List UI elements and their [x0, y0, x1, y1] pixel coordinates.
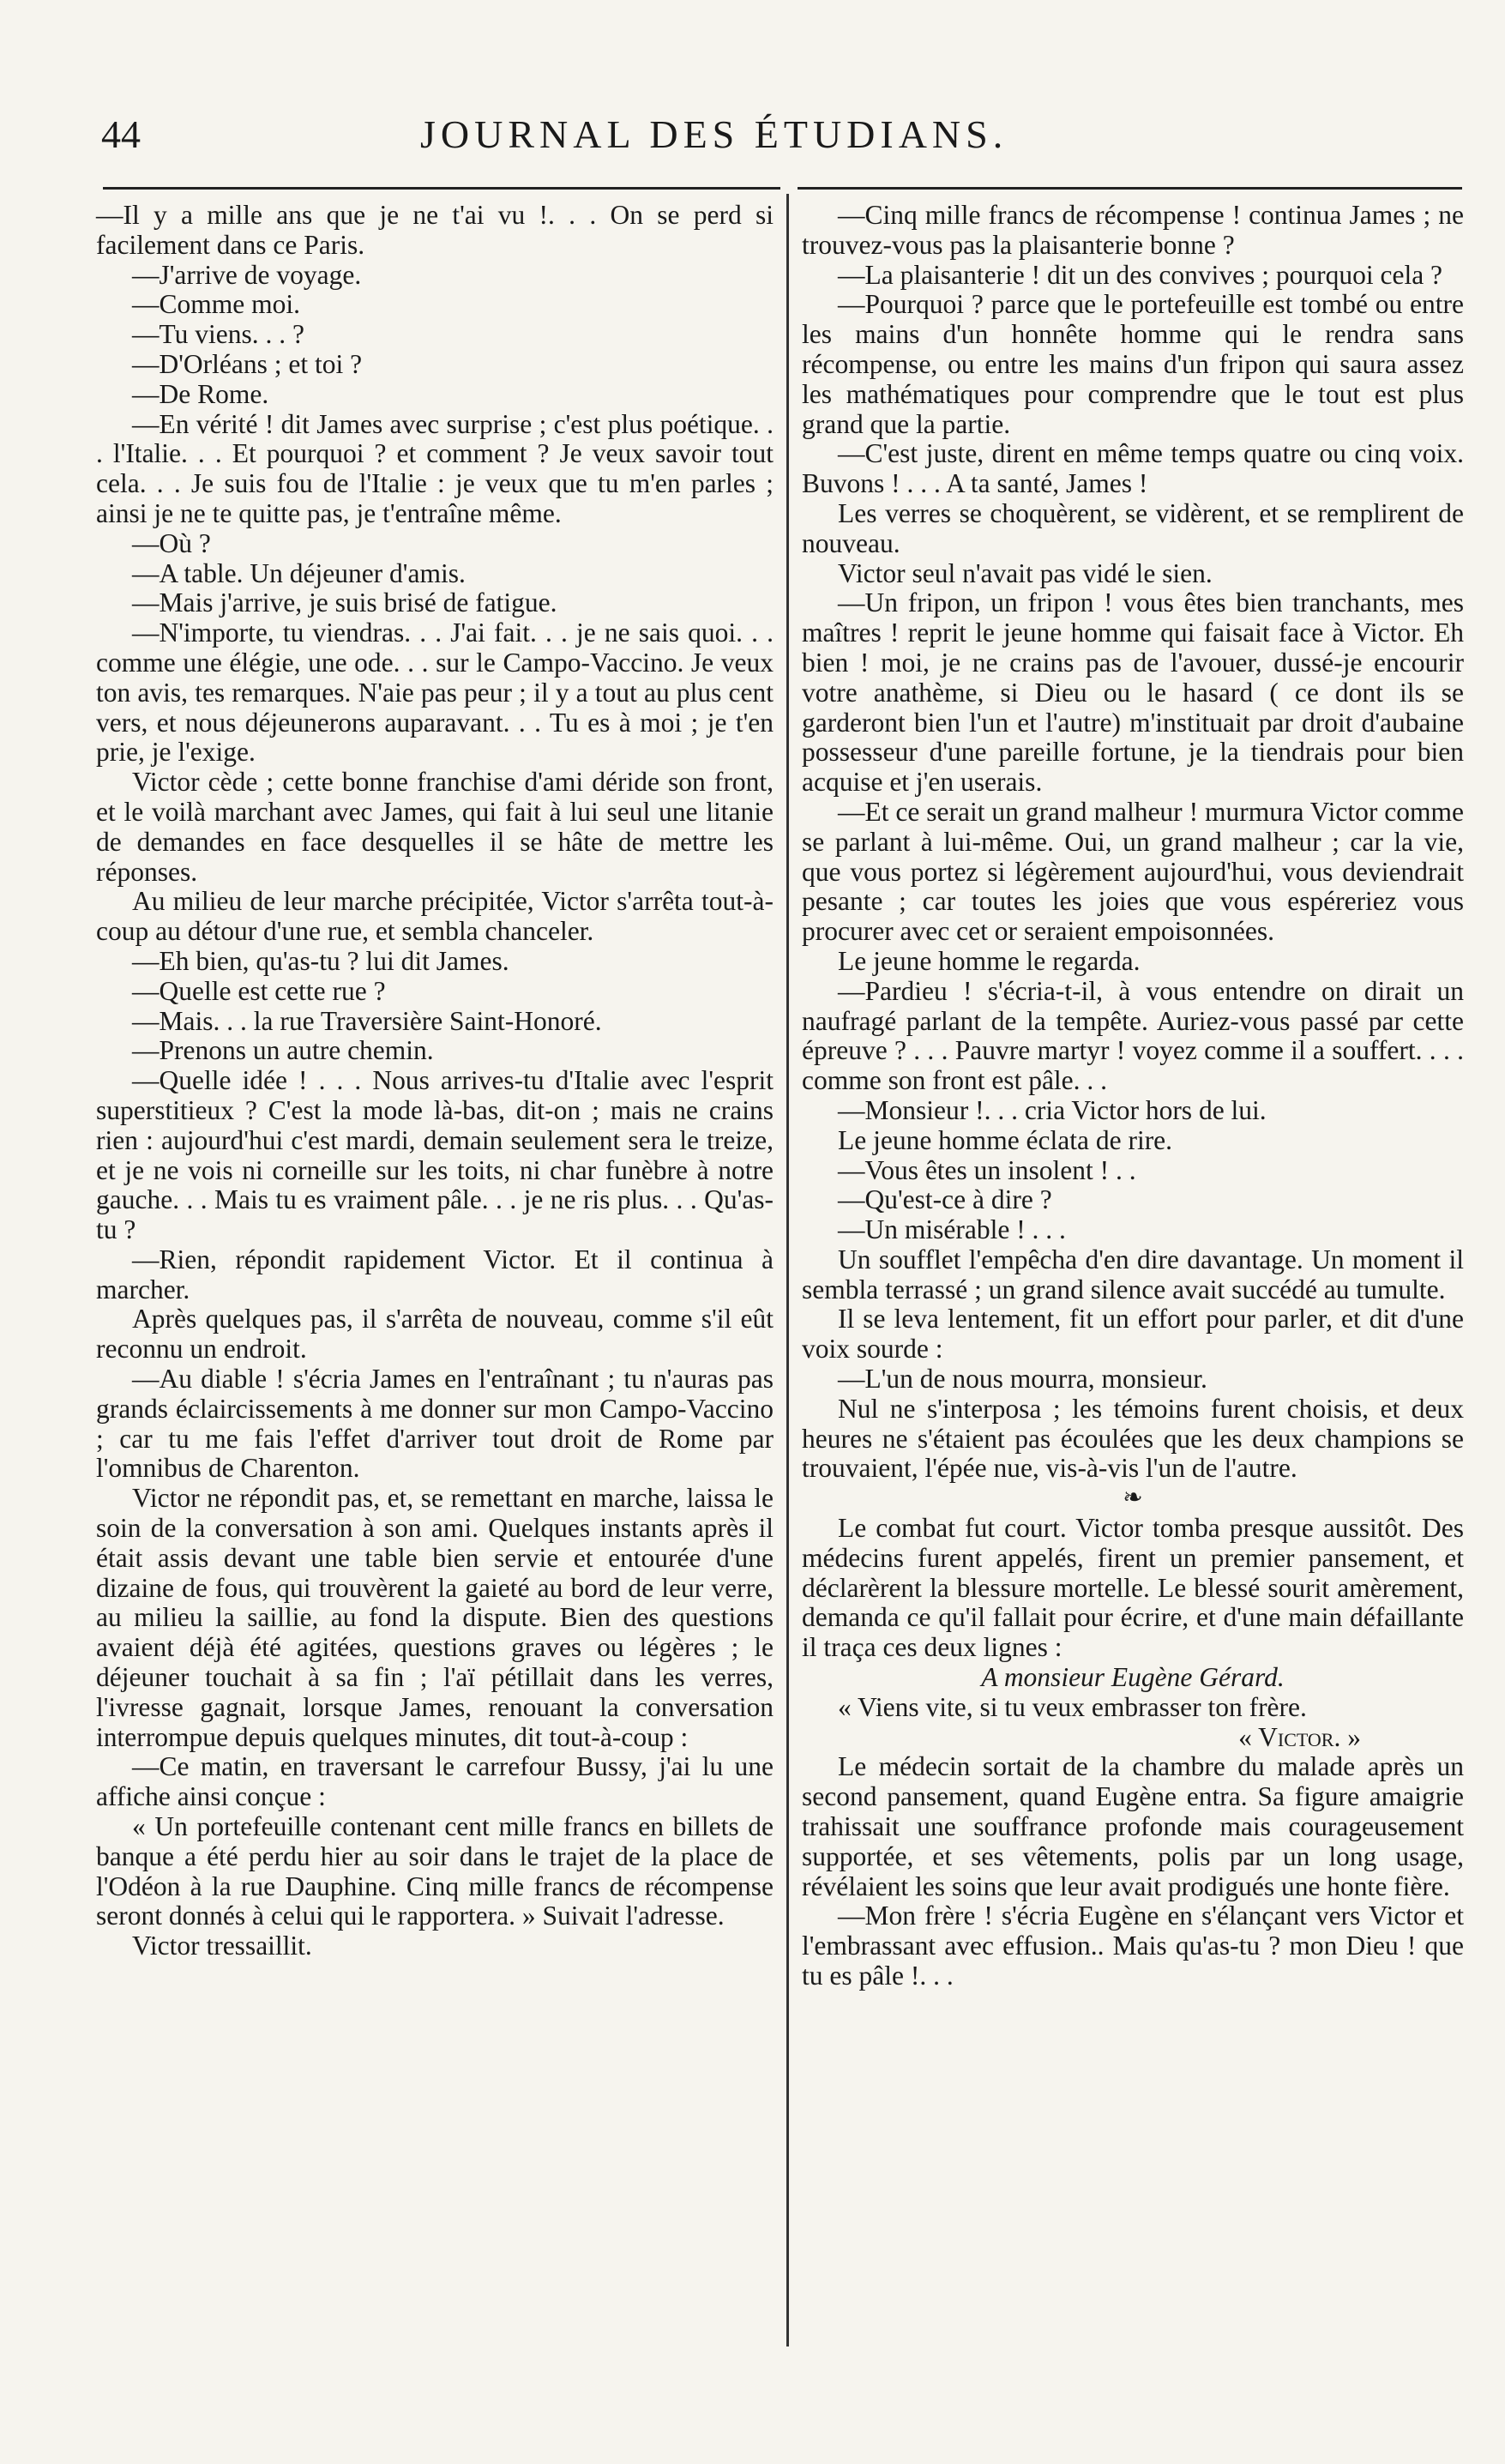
header-rule-left [103, 187, 780, 190]
paragraph: —N'importe, tu viendras. . . J'ai fait. . . je ne sais quoi. . . comme une élégie, une ode. . . sur le Campo-Vaccino. Je veux ton avis, tes remarques. N'aie pas peur ; il y a tout au plus cent vers, et nous déjeunerons auparavant. . . Tu es à moi ; je t'en prie, je l'exige. [96, 618, 774, 768]
paragraph: —Cinq mille francs de récompense ! continua James ; ne trouvez-vous pas la plaisanterie bonne ? [802, 200, 1464, 260]
column-divider [786, 194, 789, 2347]
left-column [96, 201, 774, 1961]
paragraph: Victor seul n'avait pas vidé le sien. [838, 557, 1213, 588]
paragraph: Le jeune homme éclata de rire. [838, 1124, 1173, 1155]
letter-address: A monsieur Eugène Gérard. [981, 1662, 1285, 1693]
paragraph: —Quelle est cette rue ? [132, 975, 386, 1006]
paragraph: Les verres se choquèrent, se vidèrent, et se remplirent de nouveau. [802, 497, 1464, 558]
paragraph: —Mais. . . la rue Traversière Saint-Honoré. [132, 1005, 602, 1036]
paragraph: Le combat fut court. Victor tomba presque aussitôt. Des médecins furent appelés, firent un premier pansement, et déclarèrent la blessure mortelle. Le blessé sourit amèrement, demanda ce qu'il fallait pour écrire, et d'une main défaillante il traça ces deux lignes : [802, 1513, 1464, 1663]
paragraph: —Qu'est-ce à dire ? [838, 1184, 1052, 1215]
paragraph: Un soufflet l'empêcha d'en dire davantage. Un moment il sembla terrassé ; un grand silence avait succédé au tumulte. [802, 1244, 1464, 1304]
paragraph: —Mon frère ! s'écria Eugène en s'élançant vers Victor et l'embrassant avec effusion.. Mais qu'as-tu ? mon Dieu ! que tu es pâle !. . . [802, 1901, 1464, 1991]
paragraph: —De Rome. [132, 378, 269, 409]
paragraph: —Prenons un autre chemin. [132, 1035, 434, 1066]
paragraph: Victor ne répondit pas, et, se remettant en marche, laissa le soin de la conversation à son ami. Quelques instants après il était assis devant une table bien servie et entourée d'une dizaine de fous, qui trouvèrent la gaieté au bord de leur verre, au milieu la saillie, au fond la dispute. Bien des questions avaient déjà été agitées, questions graves ou légères ; le déjeuner touchait à sa fin ; l'aï pétillait dans les verres, l'ivresse gagnait, lorsque James, renouant la conversation interrompue depuis quelques minutes, dit tout-à-coup : [96, 1483, 774, 1752]
paragraph: —Quelle idée ! . . . Nous arrives-tu d'Italie avec l'esprit superstitieux ? C'est la mode là-bas, dit-on ; mais ne crains rien : aujourd'hui c'est mardi, demain seulement sera le treize, et je ne vois ni corneille sur les toits, ni char funèbre à notre gauche. . . Mais tu es vraiment pâle. . . je ne ris plus. . . Qu'as-tu ? [96, 1065, 774, 1245]
paragraph: —Tu viens. . . ? [132, 319, 304, 350]
paragraph: —Il y a mille ans que je ne t'ai vu !. . . On se perd si facilement dans ce Paris. [96, 200, 774, 260]
paragraph: Le médecin sortait de la chambre du malade après un second pansement, quand Eugène entra. Sa figure amaigrie trahissait une souffrance profonde mais courageusement supportée, et ses vêtements, polis par un long usage, révélaient les soins que leur avait prodigués une honte fière. [802, 1751, 1464, 1901]
paragraph: —Mais j'arrive, je suis brisé de fatigue. [132, 587, 557, 618]
paragraph: —Au diable ! s'écria James en l'entraînant ; tu n'auras pas grands éclaircissements à me donner sur mon Campo-Vaccino ; car tu me fais l'effet d'arriver tout droit de Rome par l'omnibus de Charenton. [96, 1364, 774, 1484]
paragraph: —Pardieu ! s'écria-t-il, à vous entendre on dirait un naufragé parlant de la tempête. Auriez-vous passé par cette épreuve ? . . . Pauvre martyr ! voyez comme il a souffert. . . . comme son front est pâle. . . [802, 975, 1464, 1096]
page-number: 44 [101, 112, 141, 156]
paragraph: Au milieu de leur marche précipitée, Victor s'arrêta tout-à-coup au détour d'une rue, et sembla chanceler. [96, 886, 774, 947]
paragraph: « Un portefeuille contenant cent mille francs en billets de banque a été perdu hier au soir dans le trajet de la place de l'Odéon à la rue Dauphine. Cinq mille francs de récompense seront donnés à celui qui le rapportera. » Suivait l'adresse. [96, 1811, 774, 1931]
paragraph: —Ce matin, en traversant le carrefour Bussy, j'ai lu une affiche ainsi conçue : [96, 1751, 774, 1812]
letter-body: « Viens vite, si tu veux embrasser ton frère. [838, 1691, 1307, 1722]
paragraph: —J'arrive de voyage. [132, 259, 362, 290]
paragraph: Victor cède ; cette bonne franchise d'ami déride son front, et le voilà marchant avec James, qui fait à lui seul une litanie de demandes en face desquelles il se hâte de mettre les réponses. [96, 767, 774, 887]
paragraph: Le jeune homme le regarda. [838, 945, 1141, 976]
paragraph: —L'un de nous mourra, monsieur. [838, 1364, 1207, 1395]
journal-title: JOURNAL DES ÉTUDIANS. [420, 112, 1008, 156]
paragraph: —C'est juste, dirent en même temps quatre ou cinq voix. Buvons ! . . . A ta santé, James ! [802, 438, 1464, 499]
paragraph: —D'Orléans ; et toi ? [132, 348, 363, 379]
paragraph: —Et ce serait un grand malheur ! murmura Victor comme se parlant à lui-même. Oui, un grand malheur ; car la vie, que vous portez si légèrement aujourd'hui, vous deviendrait pesante ; car toutes les joies que vous espéreriez vous procurer avec cet or seraient empoisonnées. [802, 796, 1464, 947]
right-column [802, 201, 1464, 1991]
paragraph: —La plaisanterie ! dit un des convives ; pourquoi cela ? [838, 259, 1443, 290]
page-header [94, 111, 1466, 172]
paragraph: —Monsieur !. . . cria Victor hors de lui. [838, 1094, 1267, 1125]
paragraph: —Un misérable ! . . . [838, 1214, 1066, 1245]
paragraph: Il se leva lentement, fit un effort pour parler, et dit d'une voix sourde : [802, 1304, 1464, 1365]
paragraph: Après quelques pas, il s'arrêta de nouveau, comme s'il eût reconnu un endroit. [96, 1304, 774, 1365]
letter-signature: « Victor. » [1238, 1721, 1361, 1752]
paragraph: Victor tressaillit. [132, 1931, 312, 1961]
paragraph: —Comme moi. [132, 289, 300, 320]
paragraph: —En vérité ! dit James avec surprise ; c'est plus poétique. . . l'Italie. . . Et pourquoi ? et comment ? Je veux savoir tout cela. . . Je suis fou de l'Italie : je veux que tu m'en parles ; ainsi je ne te quitte pas, je t'entraîne même. [96, 408, 774, 528]
paragraph: —Où ? [132, 527, 211, 558]
paragraph: —Un fripon, un fripon ! vous êtes bien tranchants, mes maîtres ! reprit le jeune homme qui faisait face à Victor. Eh bien ! moi, je ne crains pas de l'avouer, dussé-je encourir votre anathème, si Dieu ou le hasard ( ce dont ils se garderont bien l'un et l'autre) m'instituait par droit d'aubaine possesseur d'une pareille fortune, je la tiendrais pour bien acquise et j'en userais. [802, 587, 1464, 798]
paragraph: —Rien, répondit rapidement Victor. Et il continua à marcher. [96, 1244, 774, 1304]
paragraph: —Pourquoi ? parce que le portefeuille est tombé ou entre les mains d'un honnête homme qui le rendra sans récompense, ou entre les mains d'un fripon qui saura assez les mathématiques pour comprendre que le tout est plus grand que la partie. [802, 289, 1464, 439]
paragraph: Nul ne s'interposa ; les témoins furent choisis, et deux heures ne s'étaient pas écoulées que les deux champions se trouvaient, l'épée nue, vis-à-vis l'un de l'autre. [802, 1393, 1464, 1484]
dagger-ornament-icon: ❧ [1123, 1485, 1143, 1512]
header-rule-right [798, 187, 1462, 190]
paragraph: —Vous êtes un insolent ! . . [838, 1154, 1136, 1185]
paragraph: —Eh bien, qu'as-tu ? lui dit James. [132, 945, 509, 976]
paragraph: —A table. Un déjeuner d'amis. [132, 557, 466, 588]
